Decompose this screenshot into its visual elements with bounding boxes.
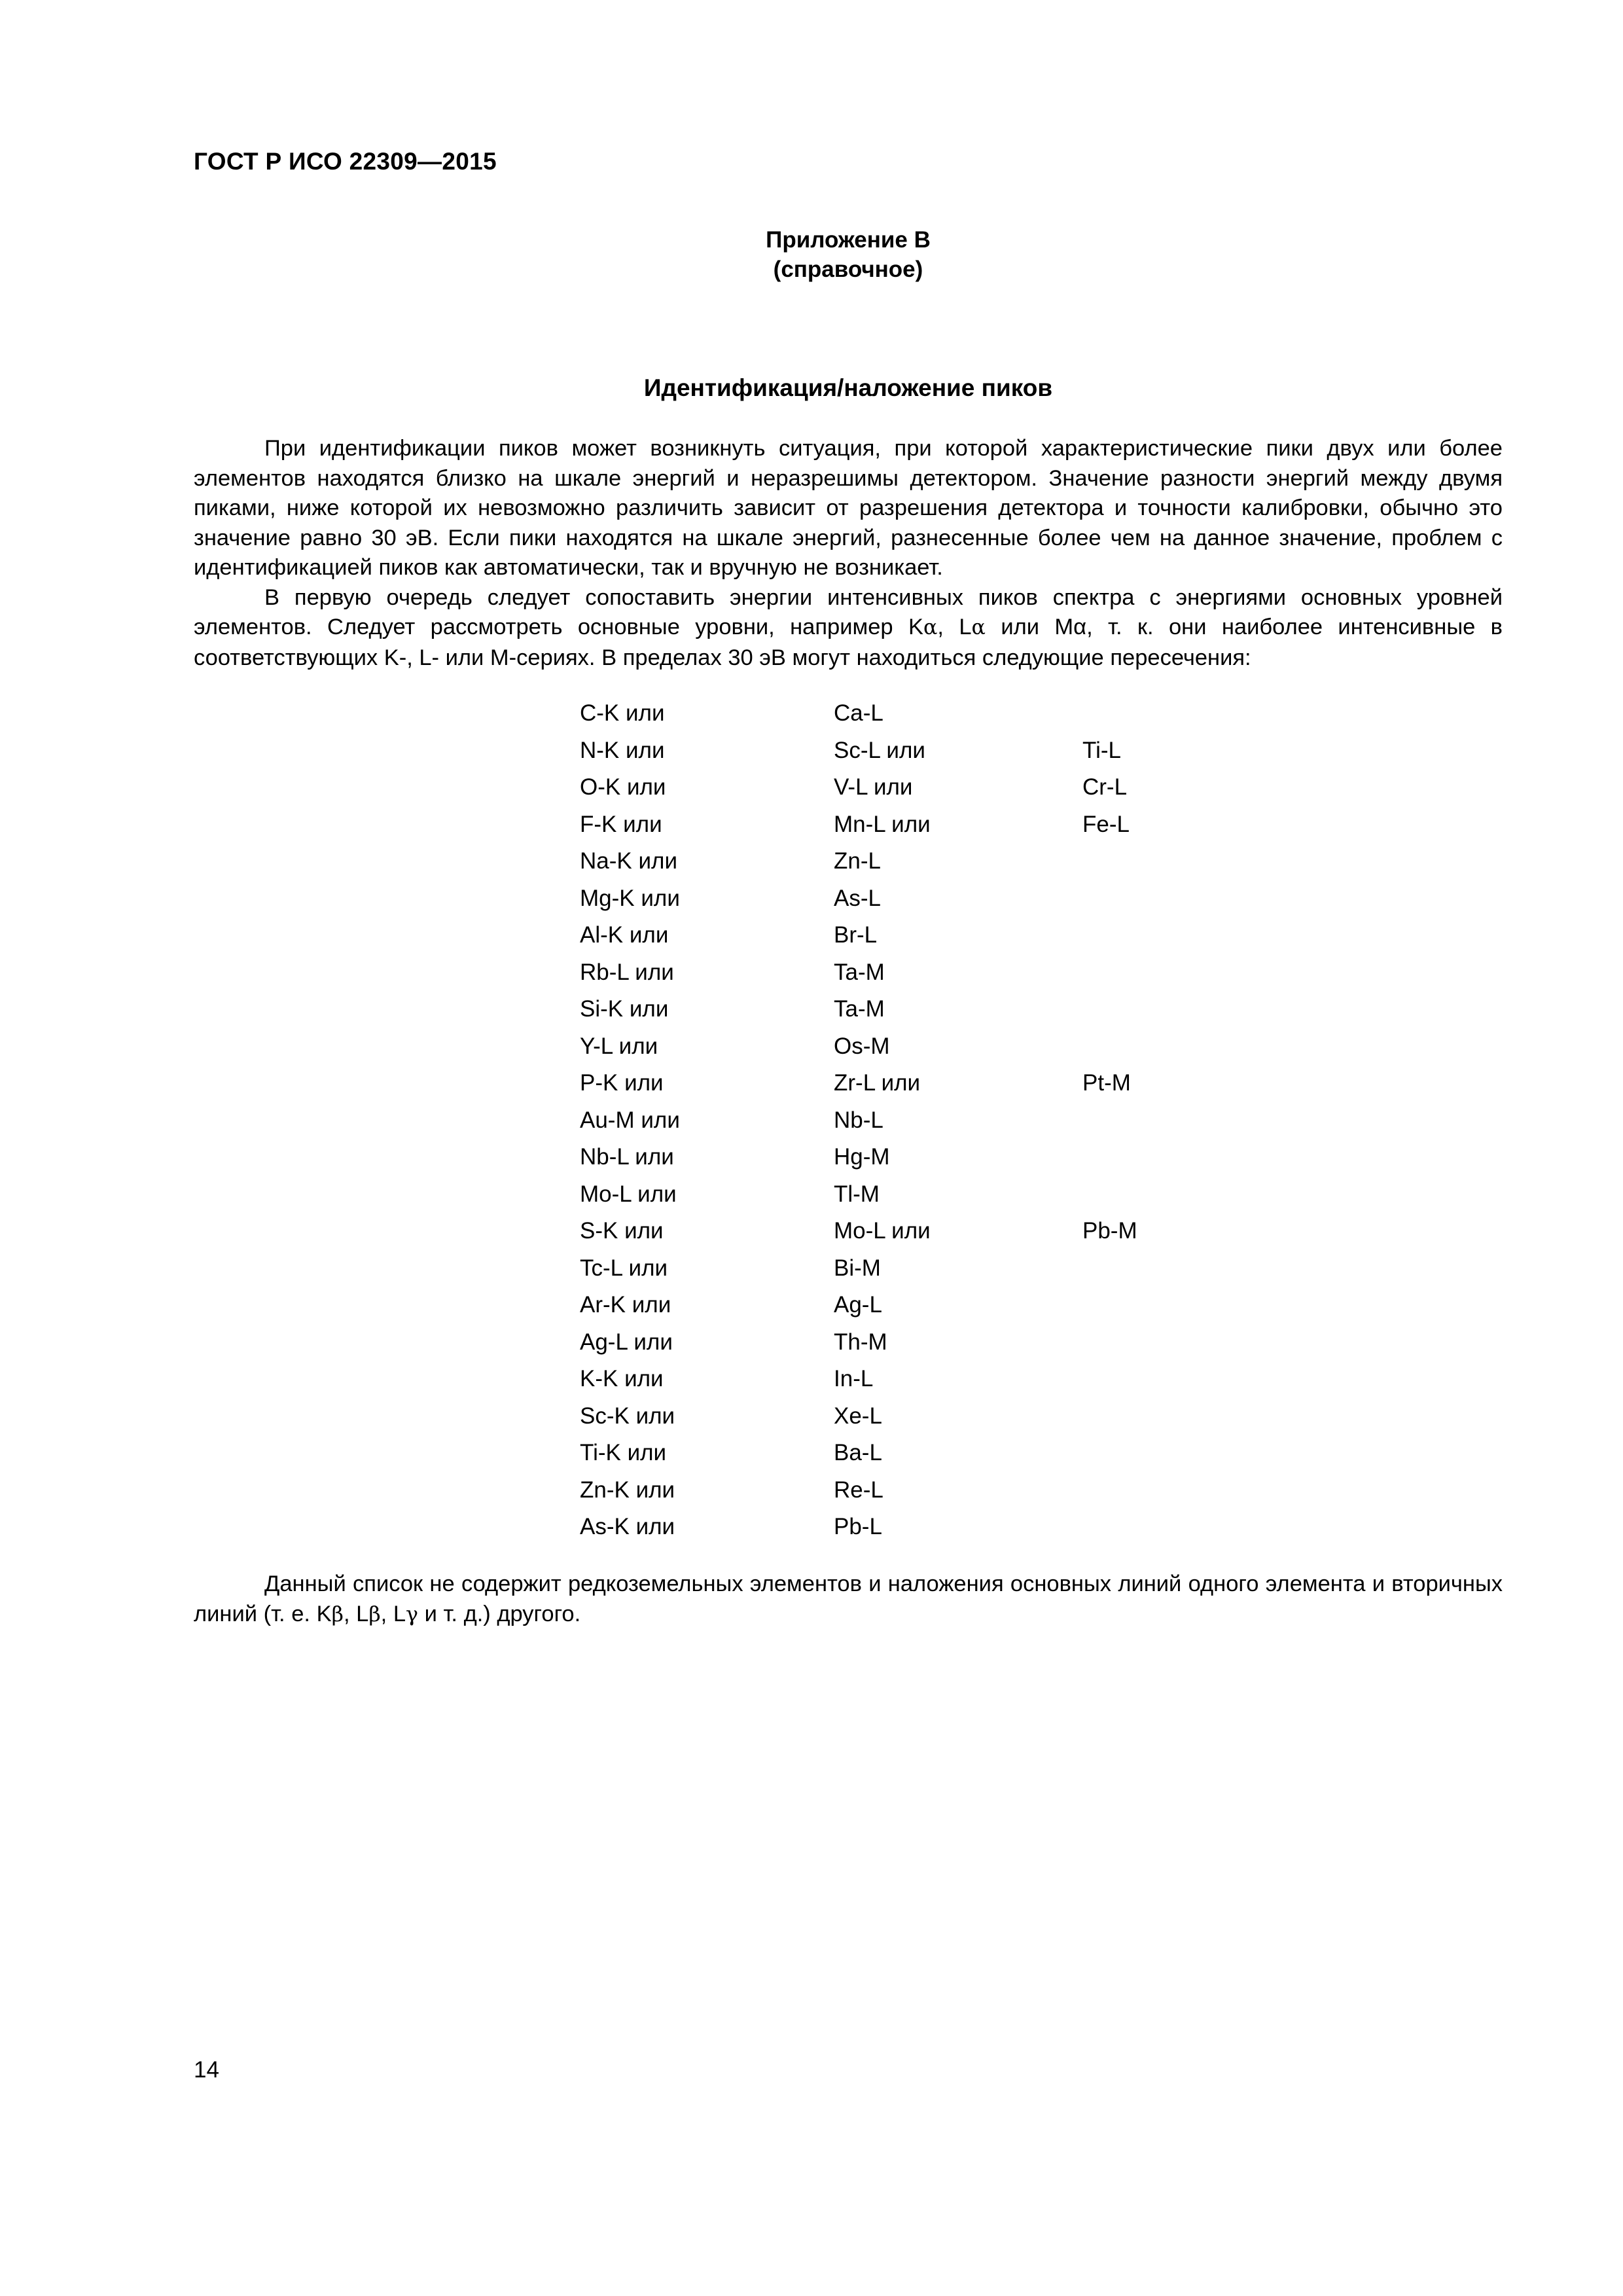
table-row (580, 1435, 1213, 1472)
table-cell: Tl-M (834, 1181, 880, 1207)
table-cell: Cr-L (1082, 774, 1128, 800)
table-cell (1082, 917, 1213, 954)
table-cell: Mo-L или (580, 1181, 677, 1207)
table-cell: Th-M (834, 1329, 887, 1355)
table-row (580, 1250, 1213, 1287)
table-cell: Nb-L (834, 1107, 883, 1133)
paragraph-3-text-a: Данный список не содержит редкоземельных элементов и наложения основных линий одного элемента и вторичных линий (т. е. K (194, 1571, 1503, 1626)
table-cell: K-K или (580, 1366, 664, 1392)
table-row (580, 1139, 1213, 1176)
table-row (580, 1176, 1213, 1213)
table-cell: Ag-L (834, 1292, 882, 1318)
table-cell (1082, 1250, 1213, 1287)
beta-symbol: β (368, 1602, 381, 1626)
table-row (580, 1361, 1213, 1398)
paragraph-3 (194, 1570, 1503, 1630)
table-cell (1082, 1435, 1213, 1472)
document-code: ГОСТ Р ИСО 22309—2015 (194, 148, 497, 175)
table-cell: Ta-M (834, 996, 885, 1022)
table-row (580, 917, 1213, 954)
table-cell: In-L (834, 1366, 874, 1392)
table-cell: S-K или (580, 1218, 664, 1244)
table-cell: Hg-M (834, 1144, 890, 1170)
table-cell: As-K или (580, 1514, 675, 1540)
table-cell: Ar-K или (580, 1292, 671, 1318)
table-cell: Ta-M (834, 959, 885, 985)
paragraph-3-text-c: , L (380, 1601, 406, 1626)
table-cell: Xe-L (834, 1403, 882, 1429)
table-row (580, 1102, 1213, 1139)
table-cell: Na-K или (580, 848, 677, 874)
table-cell: Y-L или (580, 1033, 658, 1059)
table-cell: Mo-L или (834, 1218, 931, 1244)
table-cell: Pb-M (1082, 1218, 1137, 1244)
paragraph-3-text-d: и т. д.) другого. (418, 1601, 581, 1626)
table-cell: Fe-L (1082, 811, 1130, 837)
table-cell: Br-L (834, 922, 878, 948)
table-cell: Al-K или (580, 922, 669, 948)
table-cell: Tc-L или (580, 1255, 668, 1281)
table-row (580, 1065, 1213, 1102)
table-cell: Ti-K или (580, 1440, 667, 1466)
peak-overlap-rows (580, 695, 1213, 1546)
table-row (580, 769, 1213, 806)
table-row (580, 1213, 1213, 1250)
table-cell: N-K или (580, 737, 665, 763)
paragraph-1: При идентификации пиков может возникнуть ситуация, при которой характеристические пики двух или более элементов находятся близко на шкале энергий и неразрешимы детектором. Значение разности энергий между двумя пиками, ниже которой их невозможно различить зависит от разрешения детектора и точности калибровки, обычно это значение равно 30 эВ. Если пики находятся на шкале энергий, разнесенные более чем на данное значение, проблем с идентификацией пиков как автоматически, так и вручную не возникает. (194, 436, 1503, 580)
alpha-symbol: α (971, 616, 986, 639)
table-cell: Re-L (834, 1477, 883, 1503)
paragraph-2-text-b: , L (937, 615, 972, 639)
section-title: Идентификация/наложение пиков (643, 374, 1053, 401)
table-cell (1082, 880, 1213, 918)
table-cell: Ca-L (834, 700, 883, 726)
table-cell: Ba-L (834, 1440, 882, 1466)
appendix-heading (194, 225, 1503, 284)
table-row (580, 1324, 1213, 1361)
table-cell: Nb-L или (580, 1144, 674, 1170)
table-cell: Zn-L (834, 848, 881, 874)
table-cell (1082, 954, 1213, 992)
paragraph-2 (194, 583, 1503, 673)
intro-text (194, 434, 1503, 673)
table-cell (1082, 1139, 1213, 1176)
table-row (580, 1287, 1213, 1324)
table-cell: Sc-L или (834, 737, 925, 763)
table-cell (1082, 1509, 1213, 1546)
table-cell: Pb-L (834, 1514, 882, 1540)
table-cell: Os-M (834, 1033, 890, 1059)
appendix-status: (справочное) (773, 257, 923, 282)
table-cell (1082, 1361, 1213, 1398)
table-cell (1082, 695, 1213, 732)
paragraph-3-text-b: , L (343, 1601, 369, 1626)
table-cell: Ti-L (1082, 737, 1121, 763)
table-row (580, 991, 1213, 1028)
page-number: 14 (194, 2057, 219, 2083)
table-cell (1082, 1472, 1213, 1509)
table-row (580, 806, 1213, 844)
paragraph-2-text-c: или Mα, т. к. они наиболее интенсивные в соответствующих K-, L- или M-сериях. В пределах 30 эВ могут находиться следующие пересечения: (194, 615, 1503, 670)
table-row (580, 880, 1213, 918)
table-cell (1082, 1102, 1213, 1139)
table-cell: Zn-K или (580, 1477, 675, 1503)
table-row (580, 695, 1213, 732)
table-cell (1082, 1324, 1213, 1361)
table-cell: As-L (834, 885, 881, 911)
alpha-symbol: α (923, 616, 938, 639)
table-cell: P-K или (580, 1070, 664, 1096)
gamma-symbol: γ (406, 1602, 418, 1626)
table-cell: Mg-K или (580, 885, 680, 911)
table-row (580, 1509, 1213, 1546)
paragraph-2-text-a: В первую очередь следует сопоставить энергии интенсивных пиков спектра с энергиями основных уровней элементов. Следует рассмотреть основные уровни, например K (194, 584, 1503, 639)
beta-symbol: β (331, 1602, 344, 1626)
table-cell: Zr-L или (834, 1070, 921, 1096)
peak-overlap-table (580, 695, 1213, 1546)
table-cell: Si-K или (580, 996, 669, 1022)
table-cell (1082, 843, 1213, 880)
table-cell (1082, 1287, 1213, 1324)
appendix-label: Приложение В (766, 227, 931, 253)
table-cell (1082, 1398, 1213, 1435)
table-row (580, 732, 1213, 770)
table-cell: C-K или (580, 700, 665, 726)
table-row (580, 1472, 1213, 1509)
table-row (580, 954, 1213, 992)
table-cell (1082, 991, 1213, 1028)
table-cell: O-K или (580, 774, 666, 800)
table-cell: Ag-L или (580, 1329, 673, 1355)
table-cell: Mn-L или (834, 811, 931, 837)
table-row (580, 843, 1213, 880)
table-row (580, 1028, 1213, 1066)
table-row (580, 1398, 1213, 1435)
table-cell: Sc-K или (580, 1403, 675, 1429)
table-cell: F-K или (580, 811, 662, 837)
table-cell: Au-M или (580, 1107, 680, 1133)
table-cell (1082, 1028, 1213, 1066)
table-cell: Bi-M (834, 1255, 881, 1281)
table-cell: Pt-M (1082, 1070, 1131, 1096)
table-cell (1082, 1176, 1213, 1213)
closing-text (194, 1570, 1503, 1630)
table-cell: V-L или (834, 774, 913, 800)
table-cell: Rb-L или (580, 959, 674, 985)
